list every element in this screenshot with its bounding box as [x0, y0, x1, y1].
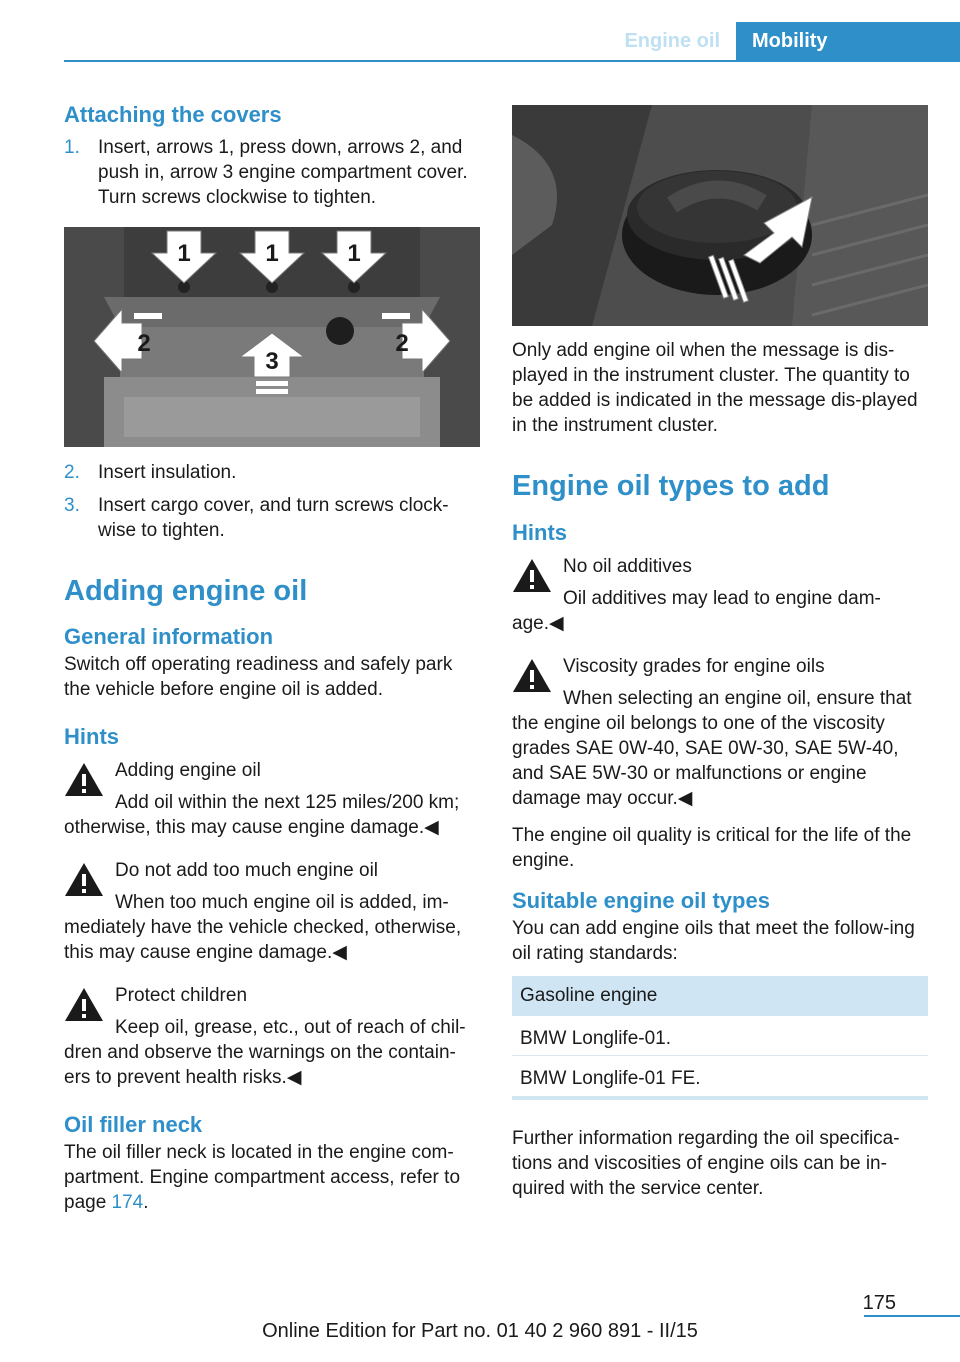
step-number: 3.: [64, 495, 80, 516]
further-information-text: Further information regarding the oil specifica-tions and viscosities of engine oils can be in-quired with the service center.: [512, 1128, 900, 1199]
page-footer: [0, 1292, 960, 1362]
warning-title: Do not add too much engine oil: [115, 860, 379, 881]
warning-too-much-oil: [64, 858, 480, 965]
oil-quality-text: The engine oil quality is critical for the life of the engine.: [512, 825, 912, 871]
figure-label-2-left: 2: [137, 330, 151, 357]
add-oil-message-text: Only add engine oil when the message is dis-played in the instrument cluster. The quantity to be added is indicated in the message dis-played in the instrument cluster.: [512, 340, 918, 436]
edition-note: Online Edition for Part no. 01 40 2 960 891 - II/15: [262, 1320, 698, 1342]
figure-label-2-right: 2: [395, 330, 409, 357]
header-chapter-tab: Mobility: [736, 22, 960, 62]
step-text: Insert insulation.: [98, 462, 237, 483]
warning-text-first: Keep oil, grease, etc., out of reach of chil-: [115, 1017, 466, 1038]
warning-no-oil-additives: [512, 554, 928, 636]
warning-triangle-icon: [64, 987, 104, 1022]
figure-label-1a: 1: [177, 240, 191, 267]
warning-title: No oil additives: [563, 556, 692, 577]
step-1: [64, 135, 480, 210]
warning-text-first: Oil additives may lead to engine dam-: [563, 588, 881, 609]
page-reference-link[interactable]: 174: [111, 1192, 144, 1213]
figure-label-3: 3: [265, 348, 279, 375]
oil-standards-table: [512, 976, 928, 1100]
oil-filler-neck-body: The oil filler neck is located in the engine com-partment. Engine compartment access, refer to page: [64, 1142, 461, 1213]
suitable-oil-types-text: You can add engine oils that meet the follow-ing oil rating standards:: [512, 918, 915, 964]
warning-protect-children: [64, 983, 480, 1090]
oil-filler-neck-text: [64, 1140, 480, 1215]
warning-text: otherwise, this may cause engine damage.◀: [64, 817, 439, 838]
warning-text: the engine oil belongs to one of the viscosity grades SAE 0W-40, SAE 0W-30, SAE 5W-40, and SAE 5W-30 or malfunctions or engine damage may occur.◀: [512, 713, 899, 809]
oil-filler-neck-heading: Oil filler neck: [64, 1112, 203, 1137]
engine-oil-types-heading: Engine oil types to add: [512, 470, 830, 502]
warning-text-first: Add oil within the next 125 miles/200 km;: [115, 792, 460, 813]
table-row: BMW Longlife-01.: [512, 1016, 928, 1056]
suitable-oil-types-heading: Suitable engine oil types: [512, 888, 770, 913]
oil-filler-cap-photo: [512, 105, 928, 326]
step-2: [64, 460, 480, 485]
attaching-covers-heading: Attaching the covers: [64, 102, 282, 127]
hints-heading: Hints: [64, 724, 119, 749]
warning-text: mediately have the vehicle checked, otherwise, this may cause engine damage.◀: [64, 917, 462, 963]
step-text: Insert cargo cover, and turn screws clock-wise to tighten.: [98, 495, 449, 541]
warning-text-first: When too much engine oil is added, im-: [115, 892, 449, 913]
warning-title: Adding engine oil: [115, 760, 261, 781]
step-number: 1.: [64, 137, 80, 158]
page-number: 175: [862, 1292, 896, 1314]
warning-text: age.◀: [512, 613, 564, 634]
right-column: [512, 105, 928, 1201]
warning-triangle-icon: [64, 862, 104, 897]
warning-text-first: When selecting an engine oil, ensure that: [563, 688, 912, 709]
oil-filler-cap-illustration: [512, 105, 928, 326]
step-3: [64, 493, 480, 543]
warning-viscosity-grades: [512, 654, 928, 811]
engine-cover-figure: [64, 227, 480, 447]
table-row: BMW Longlife-01 FE.: [520, 1068, 701, 1089]
oil-filler-neck-end: .: [143, 1192, 149, 1213]
warning-triangle-icon: [512, 558, 552, 593]
left-column: [64, 100, 480, 1215]
adding-engine-oil-heading: Adding engine oil: [64, 575, 308, 607]
warning-title: Viscosity grades for engine oils: [563, 656, 825, 677]
step-text: Insert, arrows 1, press down, arrows 2, and push in, arrow 3 engine compartment cover. Turn screws clockwise to tighten.: [98, 137, 468, 208]
warning-title: Protect children: [115, 985, 248, 1006]
page-number-rule: [864, 1315, 960, 1317]
table-header: Gasoline engine: [512, 976, 928, 1016]
warning-text: dren and observe the warnings on the contain-ers to prevent health risks.◀: [64, 1042, 456, 1088]
hints-heading: Hints: [512, 520, 567, 545]
page-header: [64, 22, 960, 62]
figure-label-1c: 1: [347, 240, 361, 267]
header-section-title: Engine oil: [624, 30, 720, 52]
general-information-text: Switch off operating readiness and safely park the vehicle before engine oil is added.: [64, 654, 453, 700]
general-information-heading: General information: [64, 624, 274, 649]
warning-triangle-icon: [512, 658, 552, 693]
engine-cover-illustration: [64, 227, 480, 447]
figure-label-1b: 1: [265, 240, 279, 267]
step-number: 2.: [64, 462, 80, 483]
warning-adding-engine-oil: [64, 758, 480, 840]
warning-triangle-icon: [64, 762, 104, 797]
